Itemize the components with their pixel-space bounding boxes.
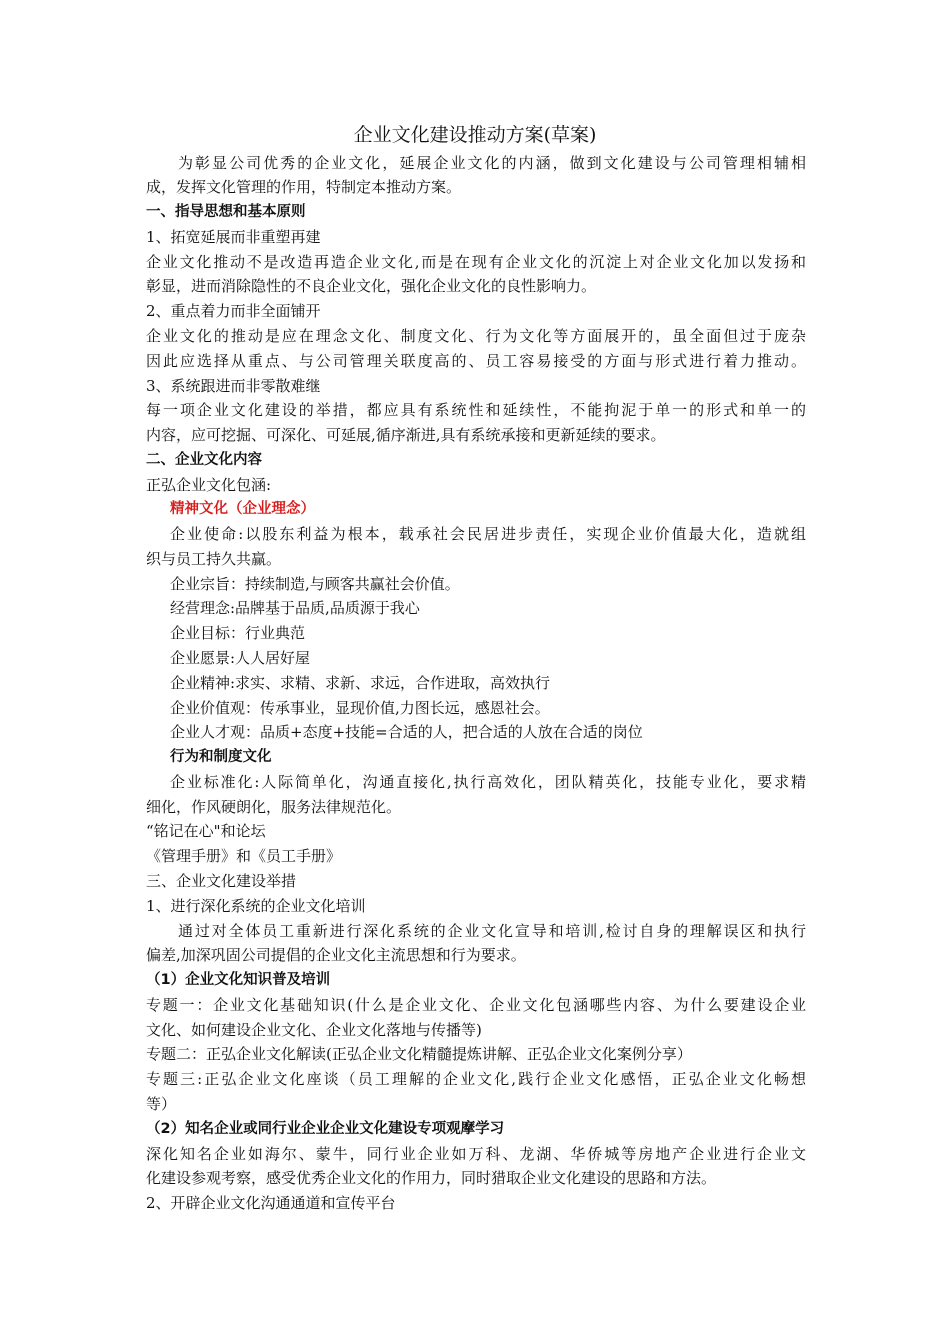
purpose-line: 企业宗旨：持续制造,与顾客共赢社会价值。	[170, 575, 460, 593]
paragraph-line: 彰显，进而消除隐性的不良企业文化，强化企业文化的良性影响力。	[146, 277, 597, 295]
mission-line-2: 织与员工持久共赢。	[146, 550, 282, 568]
paragraph-line: 化建设参观考察，感受优秀企业文化的作用力，同时猎取企业文化建设的思路和方法。	[146, 1169, 717, 1187]
subheading: 2、重点着力而非全面铺开	[146, 302, 321, 320]
values-line: 企业价值观：传承事业，显现价值,力图长远，感恩社会。	[170, 699, 550, 717]
topic-1-line-1: 专题一：企业文化基础知识(什么是企业文化、企业文化包涵哪些内容、为什么要建设企业	[146, 996, 806, 1014]
document-title: 企业文化建设推动方案(草案)	[353, 124, 597, 146]
subheading: 2、开辟企业文化沟通通道和宣传平台	[146, 1194, 396, 1212]
section-heading-3: 三、企业文化建设举措	[146, 872, 297, 890]
spirit-line: 企业精神:求实、求精、求新、求远，合作进取，高效执行	[170, 674, 551, 692]
paragraph-line: 企业文化的推动是应在理念文化、制度文化、行为文化等方面展开的，虽全面但过于庞杂	[146, 327, 806, 345]
topic-3-line-2: 等）	[146, 1095, 177, 1113]
spirit-culture-heading: 精神文化（企业理念）	[170, 501, 315, 517]
intro-line-2: 成，发挥文化管理的作用，特制定本推动方案。	[146, 178, 462, 196]
topic-1-line-2: 文化、如何建设企业文化、企业文化落地与传播等)	[146, 1021, 482, 1039]
vision-line: 企业愿景:人人居好屋	[170, 649, 311, 667]
paragraph-line: 因此应选择从重点、与公司管理关联度高的、员工容易接受的方面与形式进行着力推动。	[146, 352, 806, 370]
paragraph-line: 正弘企业文化包涵:	[146, 476, 272, 494]
training-heading: （1）企业文化知识普及培训	[146, 972, 331, 988]
paragraph-line: “铭记在心"和论坛	[146, 822, 266, 840]
paragraph-line: 企业文化推动不是改造再造企业文化,而是在现有企业文化的沉淀上对企业文化加以发扬和	[146, 253, 806, 271]
goal-line: 企业目标：行业典范	[170, 624, 306, 642]
paragraph-line: 内容，应可挖掘、可深化、可延展,循序渐进,具有系统承接和更新延续的要求。	[146, 426, 666, 444]
topic-3-line-1: 专题三:正弘企业文化座谈（员工理解的企业文化,践行企业文化感悟，正弘企业文化畅想	[146, 1070, 806, 1088]
study-visit-heading: （2）知名企业或同行业企业企业文化建设专项观摩学习	[146, 1121, 505, 1137]
standardization-line-1: 企业标准化:人际简单化，沟通直接化,执行高效化，团队精英化，技能专业化，要求精	[170, 773, 806, 791]
intro-line-1: 为彰显公司优秀的企业文化，延展企业文化的内涵，做到文化建设与公司管理相辅相	[178, 154, 806, 172]
subheading: 1、进行深化系统的企业文化培训	[146, 897, 366, 915]
section-heading-2: 二、企业文化内容	[146, 452, 262, 468]
talent-line: 企业人才观：品质+态度+技能=合适的人，把合适的人放在合适的岗位	[170, 723, 643, 741]
mission-line-1: 企业使命:以股东利益为根本，载承社会民居进步责任，实现企业价值最大化，造就组	[170, 525, 806, 543]
standardization-line-2: 细化，作风硬朗化，服务法律规范化。	[146, 798, 402, 816]
section-heading-1: 一、指导思想和基本原则	[146, 204, 306, 220]
topic-2-line: 专题二：正弘企业文化解读(正弘企业文化精髓提炼讲解、正弘企业文化案例分享）	[146, 1045, 692, 1063]
paragraph-line: 偏差,加深巩固公司提倡的企业文化主流思想和行为要求。	[146, 946, 526, 964]
paragraph-line: 《管理手册》和《员工手册》	[146, 847, 342, 865]
business-philosophy-line: 经营理念:品牌基于品质,品质源于我心	[170, 599, 420, 617]
subheading: 1、拓宽延展而非重塑再建	[146, 228, 321, 246]
subheading: 3、系统跟进而非零散难继	[146, 377, 321, 395]
paragraph-line: 每一项企业文化建设的举措，都应具有系统性和延续性，不能拘泥于单一的形式和单一的	[146, 401, 806, 419]
behavior-culture-heading: 行为和制度文化	[170, 749, 272, 765]
paragraph-line: 深化知名企业如海尔、蒙牛，同行业企业如万科、龙湖、华侨城等房地产企业进行企业文	[146, 1145, 806, 1163]
paragraph-line: 通过对全体员工重新进行深化系统的企业文化宣导和培训,检讨自身的理解误区和执行	[178, 922, 806, 940]
